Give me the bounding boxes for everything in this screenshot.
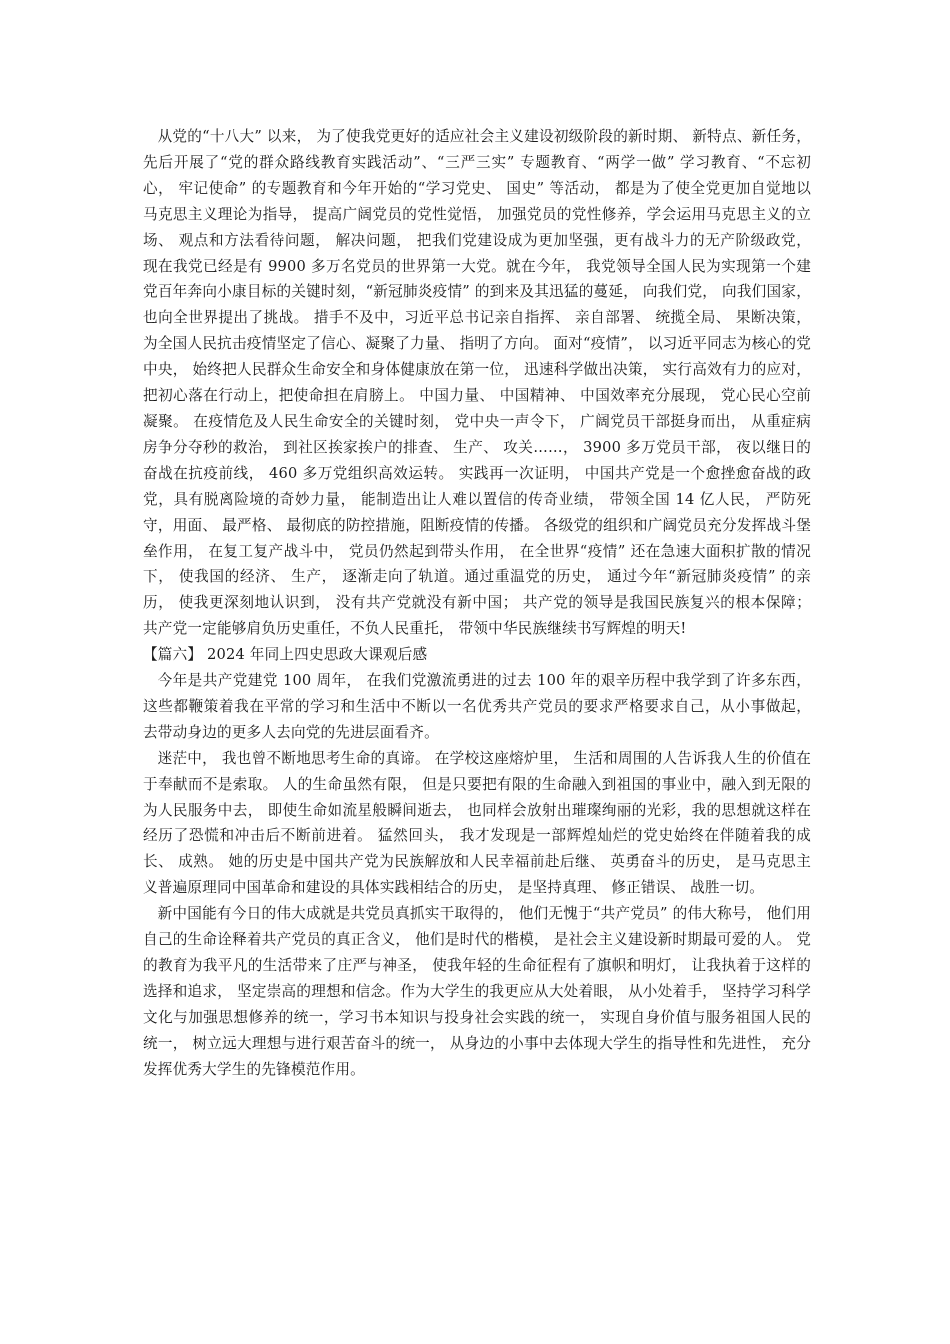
paragraph-meaning-of-life: 迷茫中， 我也曾不断地思考生命的真谛。 在学校这座熔炉里， 生活和周围的人告诉我人生的价值在于奉献而不是索取。 人的生命虽然有限， 但是只要把有限的生命融入到祖国的事业中，融入到无限的为人民服务中去， 即使生命如流星般瞬间逝去， 也同样会放射出璀璨绚丽的光彩，我的思想就这样在经历了恐慌和冲击后不断前进着。 猛然回头， 我才发现是一部辉煌灿烂的党史始终在伴随着我的成长、 成熟。 她的历史是中国共产党为民族解放和人民幸福前赴后继、 英勇奋斗的历史， 是马克思主义普遍原理同中国革命和建设的具体实践相结合的历史， 是坚持真理、 修正错误、 战胜一切。 bbox=[143, 749, 811, 897]
section-heading: 【篇六】 2024 年同上四史思政大课观后感 bbox=[143, 646, 428, 664]
paragraph-new-china: 新中国能有今日的伟大成就是共党员真抓实干取得的， 他们无愧于“共产党员” 的伟大称号， 他们用自己的生命诠释着共产党员的真正含义， 他们是时代的楷模， 是社会主义建设新时期最可爱的人。 党的教育为我平凡的生活带来了庄严与神圣， 使我年轻的生命征程有了旗帜和明灯， 让我执着于这样的选择和追求， 坚定崇高的理想和信念。作为大学生的我更应从大处着眼， 从小处着手， 坚持学习科学文化与加强思想修养的统一，学习书本知识与投身社会实践的统一， 实现自身价值与服务祖国人民的统一， 树立远大理想与进行艰苦奋斗的统一， 从身边的小事中去体现大学生的指导性和先进性， 充分发挥优秀大学生的先锋模范作用。 bbox=[143, 905, 811, 1078]
document-page bbox=[143, 124, 811, 1083]
paragraph-centenary: 今年是共产党建党 100 周年， 在我们党激流勇进的过去 100 年的艰辛历程中我学到了许多东西， 这些都鞭策着我在平常的学习和生活中不断以一名优秀共产党员的要求严格要求自己，从小事做起， 去带动身边的更多人去向党的先进层面看齐。 bbox=[143, 672, 811, 741]
paragraph-party-history: 从党的“十八大” 以来， 为了使我党更好的适应社会主义建设初级阶段的新时期、 新特点、新任务， 先后开展了“党的群众路线教育实践活动”、“三严三实” 专题教育、“两学一做” 学习教育、“不忘初心， 牢记使命” 的专题教育和今年开始的“学习党史、 国史” 等活动， 都是为了使全党更加自觉地以马克思主义理论为指导， 提高广阔党员的党性觉悟， 加强党员的党性修养，学会运用马克思主义的立场、 观点和方法看待问题， 解决问题， 把我们党建设成为更加坚强，更有战斗力的无产阶级政党， 现在我党已经是有 9900 多万名党员的世界第一大党。就在今年， 我党领导全国人民为实现第一个建党百年奔向小康目标的关键时刻，“新冠肺炎疫情” 的到来及其迅猛的蔓延， 向我们党， 向我们国家， 也向全世界提出了挑战。 措手不及中，习近平总书记亲自指挥、 亲自部署、 统揽全局、 果断决策， 为全国人民抗击疫情坚定了信心、凝聚了力量、 指明了方向。 面对“疫情”， 以习近平同志为核心的党中央， 始终把人民群众生命安全和身体健康放在第一位， 迅速科学做出决策， 实行高效有力的应对， 把初心落在行动上，把使命担在肩膀上。 中国力量、 中国精神、 中国效率充分展现， 党心民心空前凝聚。 在疫情危及人民生命安全的关键时刻， 党中央一声令下， 广阔党员干部挺身而出， 从重症病房争分夺秒的救治， 到社区挨家挨户的排查、 生产、 攻关……， 3900 多万党员干部， 夜以继日的奋战在抗疫前线， 460 多万党组织高效运转。 实践再一次证明， 中国共产党是一个愈挫愈奋战的政党，具有脱离险境的奇妙力量， 能制造出让人难以置信的传奇业绩， 带领全国 14 亿人民， 严防死守，用面、 最严格、 最彻底的防控措施，阻断疫情的传播。 各级党的组织和广阔党员充分发挥战斗堡垒作用， 在复工复产战斗中， 党员仍然起到带头作用， 在全世界“疫情” 还在急速大面积扩散的情况下， 使我国的经济、 生产， 逐渐走向了轨道。通过重温党的历史， 通过今年“新冠肺炎疫情” 的亲历， 使我更深刻地认识到， 没有共产党就没有新中国； 共产党的领导是我国民族复兴的根本保障； 共产党一定能够肩负历史重任，不负人民重托， 带领中华民族继续书写辉煌的明天! bbox=[143, 128, 811, 638]
